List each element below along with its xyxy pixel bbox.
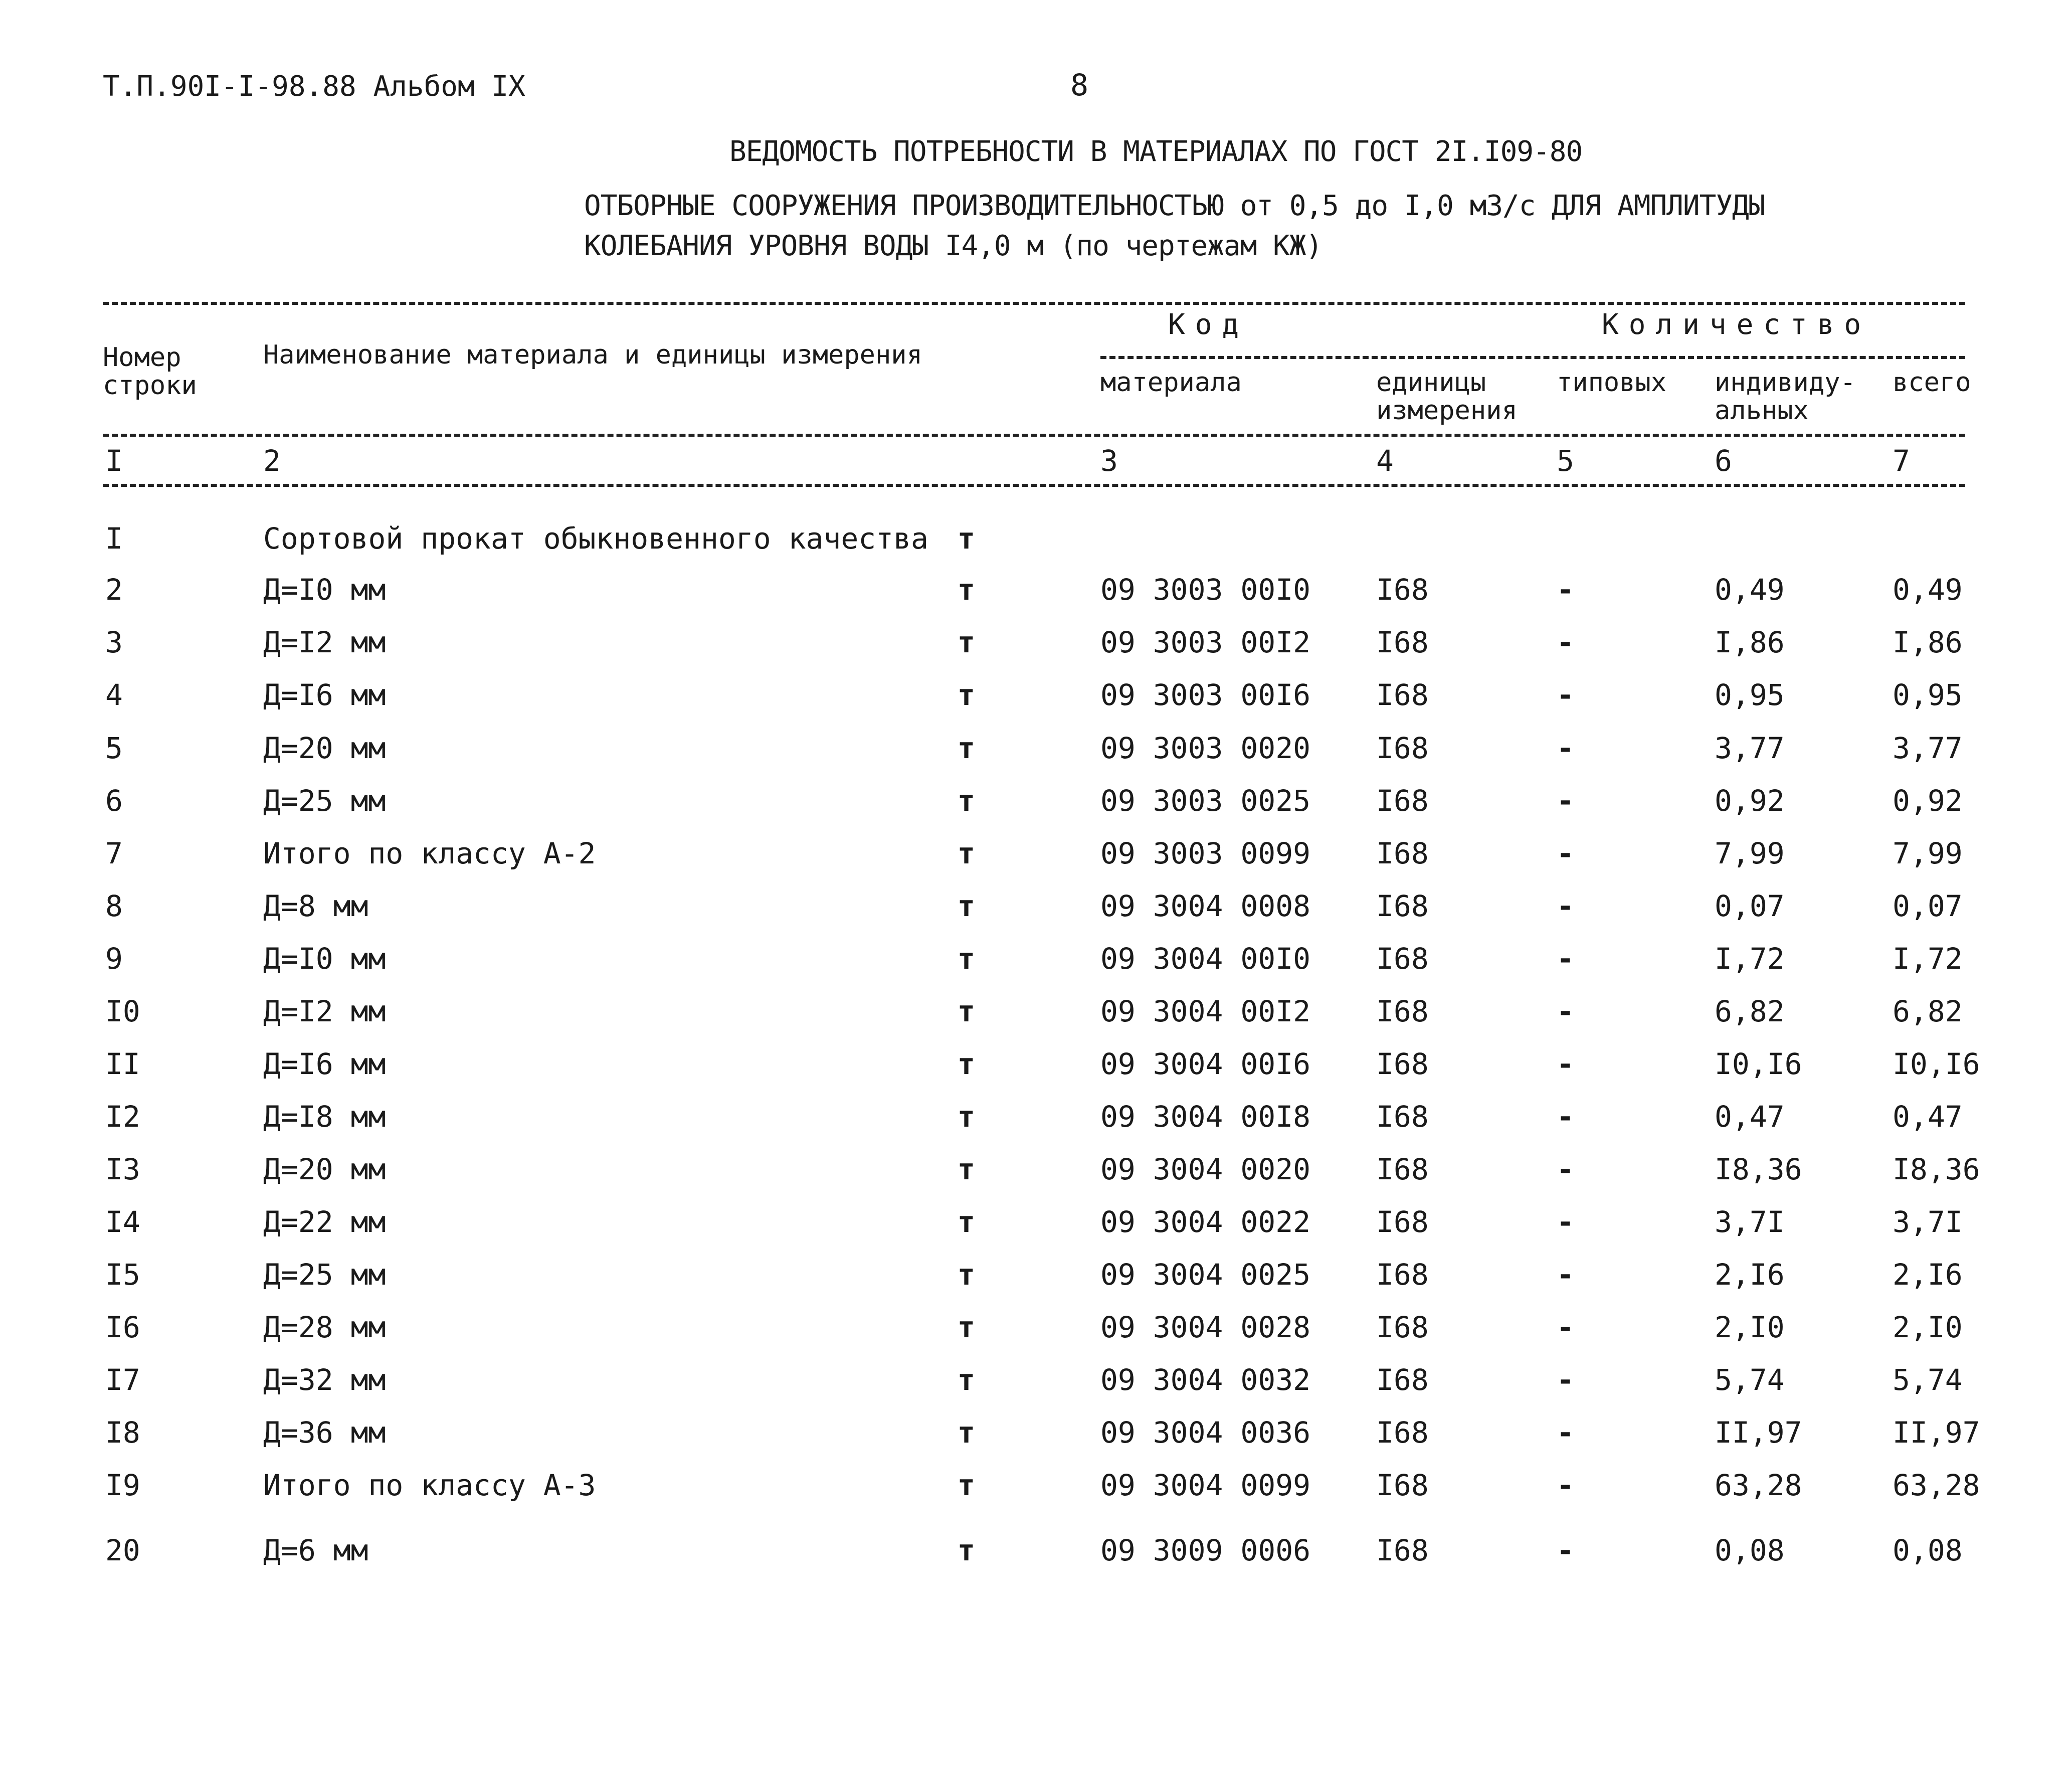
material-code: 09 3004 0025 [1100, 1258, 1311, 1292]
qty-total: 5,74 [1893, 1363, 1963, 1397]
row-number: I4 [105, 1205, 140, 1239]
material-code: 09 3003 0099 [1100, 836, 1311, 870]
header-code-unit [1376, 369, 1518, 425]
header-qty-typical: типовых [1557, 368, 1667, 398]
material-name: Д=22 мм [263, 1205, 386, 1239]
header-bottom-rule [103, 434, 1965, 437]
material-code: 09 3004 00I0 [1100, 942, 1311, 976]
table-row [0, 573, 2072, 623]
document-subtitle-line2: КОЛЕБАНИЯ УРОВНЯ ВОДЫ I4,0 м (по чертежам КЖ) [584, 230, 1323, 262]
group-header-rule [1100, 356, 1965, 359]
qty-individual: 0,49 [1715, 573, 1785, 607]
qty-total: 0,95 [1893, 678, 1963, 712]
material-code: 09 3003 0020 [1100, 731, 1311, 765]
material-name: Д=8 мм [263, 889, 368, 923]
qty-typical: - [1557, 573, 1574, 607]
qty-total: II,97 [1893, 1415, 1980, 1450]
table-row [0, 1152, 2072, 1202]
material-name: Д=I6 мм [263, 678, 386, 712]
qty-total: 6,82 [1893, 994, 1963, 1028]
material-code: 09 3004 00I8 [1100, 1100, 1311, 1134]
table-row [0, 521, 2072, 572]
row-number: 20 [105, 1533, 140, 1567]
qty-individual: II,97 [1715, 1415, 1802, 1450]
material-name: Д=I2 мм [263, 994, 386, 1028]
material-code: 09 3004 00I6 [1100, 1047, 1311, 1081]
qty-total: 0,47 [1893, 1100, 1963, 1134]
unit: т [958, 1205, 975, 1239]
material-name: Д=28 мм [263, 1310, 386, 1344]
qty-typical: - [1557, 625, 1574, 659]
unit-code: I68 [1376, 678, 1429, 712]
column-number-4: 4 [1376, 444, 1394, 478]
material-name: Д=36 мм [263, 1415, 386, 1450]
qty-typical: - [1557, 889, 1574, 923]
row-number: 6 [105, 784, 123, 818]
unit-code: I68 [1376, 1047, 1429, 1081]
row-number: I [105, 521, 123, 556]
unit-code: I68 [1376, 1363, 1429, 1397]
material-name: Итого по классу А-3 [263, 1468, 596, 1502]
unit: т [958, 731, 975, 765]
header-code-unit-line2: измерения [1376, 396, 1518, 426]
qty-total: I0,I6 [1893, 1047, 1980, 1081]
qty-individual: 3,77 [1715, 731, 1785, 765]
table-row [0, 1258, 2072, 1308]
qty-typical: - [1557, 836, 1574, 870]
row-number: I9 [105, 1468, 140, 1502]
qty-individual: 0,08 [1715, 1533, 1785, 1567]
material-code: 09 3003 00I2 [1100, 625, 1311, 659]
document-title: ВЕДОМОСТЬ ПОТРЕБНОСТИ В МАТЕРИАЛАХ ПО ГОСТ 2I.I09-80 [729, 135, 1583, 168]
qty-total: 0,92 [1893, 784, 1963, 818]
qty-individual: 7,99 [1715, 836, 1785, 870]
unit: т [958, 1258, 975, 1292]
qty-typical: - [1557, 731, 1574, 765]
unit: т [958, 625, 975, 659]
material-name: Итого по классу А-2 [263, 836, 596, 870]
qty-typical: - [1557, 1205, 1574, 1239]
table-row [0, 889, 2072, 939]
qty-individual: 0,07 [1715, 889, 1785, 923]
row-number: 4 [105, 678, 123, 712]
qty-typical: - [1557, 1533, 1574, 1567]
qty-individual: 5,74 [1715, 1363, 1785, 1397]
material-name: Сортовой прокат обыкновенного качества [263, 521, 928, 556]
row-number: I0 [105, 994, 140, 1028]
qty-individual: 0,47 [1715, 1100, 1785, 1134]
header-code-unit-line1: единицы [1376, 368, 1486, 398]
material-code: 09 3003 0025 [1100, 784, 1311, 818]
unit: т [958, 573, 975, 607]
material-code: 09 3004 0032 [1100, 1363, 1311, 1397]
header-qty-individual [1715, 369, 1856, 425]
document-reference: Т.П.90I-I-98.88 Альбом IX [103, 70, 525, 103]
table-row [0, 1100, 2072, 1150]
row-number: I3 [105, 1152, 140, 1186]
unit: т [958, 836, 975, 870]
row-number: 5 [105, 731, 123, 765]
unit-code: I68 [1376, 836, 1429, 870]
qty-individual: I,86 [1715, 625, 1785, 659]
qty-individual: I,72 [1715, 942, 1785, 976]
unit: т [958, 521, 975, 556]
row-number: I2 [105, 1100, 140, 1134]
header-code-material: материала [1100, 368, 1242, 398]
qty-individual: 0,95 [1715, 678, 1785, 712]
qty-total: 7,99 [1893, 836, 1963, 870]
column-number-1: I [105, 444, 123, 478]
unit-code: I68 [1376, 573, 1429, 607]
column-number-6: 6 [1715, 444, 1732, 478]
header-qty-total: всего [1893, 368, 1971, 398]
material-code: 09 3004 0036 [1100, 1415, 1311, 1450]
qty-typical: - [1557, 942, 1574, 976]
qty-individual: 2,I6 [1715, 1258, 1785, 1292]
qty-individual: 63,28 [1715, 1468, 1802, 1502]
qty-typical: - [1557, 678, 1574, 712]
qty-total: 2,I0 [1893, 1310, 1963, 1344]
qty-typical: - [1557, 1152, 1574, 1186]
qty-total: 63,28 [1893, 1468, 1980, 1502]
header-row-number-line1: Номер [103, 342, 181, 373]
unit: т [958, 1310, 975, 1344]
column-numbers-rule [103, 484, 1965, 487]
qty-individual: I8,36 [1715, 1152, 1802, 1186]
qty-typical: - [1557, 1310, 1574, 1344]
unit-code: I68 [1376, 784, 1429, 818]
header-qty-individual-line1: индивиду- [1715, 368, 1856, 398]
unit-code: I68 [1376, 942, 1429, 976]
material-code: 09 3004 00I2 [1100, 994, 1311, 1028]
qty-individual: 3,7I [1715, 1205, 1785, 1239]
header-quantity-group: Количество [1602, 308, 1871, 341]
qty-total: 3,77 [1893, 731, 1963, 765]
material-code: 09 3009 0006 [1100, 1533, 1311, 1567]
qty-individual: I0,I6 [1715, 1047, 1802, 1081]
qty-individual: 0,92 [1715, 784, 1785, 818]
unit-code: I68 [1376, 889, 1429, 923]
material-code: 09 3004 0099 [1100, 1468, 1311, 1502]
material-code: 09 3004 0020 [1100, 1152, 1311, 1186]
unit-code: I68 [1376, 994, 1429, 1028]
row-number: 9 [105, 942, 123, 976]
unit-code: I68 [1376, 1152, 1429, 1186]
material-code: 09 3003 00I0 [1100, 573, 1311, 607]
material-name: Д=I0 мм [263, 942, 386, 976]
unit-code: I68 [1376, 1310, 1429, 1344]
unit: т [958, 784, 975, 818]
table-row [0, 836, 2072, 886]
row-number: I5 [105, 1258, 140, 1292]
unit-code: I68 [1376, 1415, 1429, 1450]
header-material-name: Наименование материала и единицы измерения [263, 340, 922, 370]
qty-total: 3,7I [1893, 1205, 1963, 1239]
material-name: Д=20 мм [263, 731, 386, 765]
material-code: 09 3004 0022 [1100, 1205, 1311, 1239]
unit: т [958, 1468, 975, 1502]
document-subtitle-line1: ОТБОРНЫЕ СООРУЖЕНИЯ ПРОИЗВОДИТЕЛЬНОСТЬЮ от 0,5 до I,0 м3/с ДЛЯ АМПЛИТУДЫ [584, 190, 1765, 222]
table-top-rule [103, 302, 1965, 305]
qty-individual: 2,I0 [1715, 1310, 1785, 1344]
table-row [0, 1363, 2072, 1413]
material-name: Д=32 мм [263, 1363, 386, 1397]
qty-typical: - [1557, 1468, 1574, 1502]
qty-typical: - [1557, 784, 1574, 818]
material-name: Д=I2 мм [263, 625, 386, 659]
material-name: Д=I6 мм [263, 1047, 386, 1081]
material-code: 09 3004 0028 [1100, 1310, 1311, 1344]
material-name: Д=6 мм [263, 1533, 368, 1567]
unit: т [958, 1047, 975, 1081]
material-name: Д=20 мм [263, 1152, 386, 1186]
unit-code: I68 [1376, 1100, 1429, 1134]
table-row [0, 994, 2072, 1044]
unit-code: I68 [1376, 731, 1429, 765]
qty-typical: - [1557, 1363, 1574, 1397]
header-row-number [103, 343, 197, 400]
qty-total: I,86 [1893, 625, 1963, 659]
material-code: 09 3004 0008 [1100, 889, 1311, 923]
row-number: 2 [105, 573, 123, 607]
table-row [0, 1415, 2072, 1466]
qty-typical: - [1557, 1258, 1574, 1292]
row-number: II [105, 1047, 140, 1081]
qty-typical: - [1557, 994, 1574, 1028]
qty-total: 0,49 [1893, 573, 1963, 607]
qty-total: 0,07 [1893, 889, 1963, 923]
table-row [0, 731, 2072, 781]
unit: т [958, 994, 975, 1028]
column-number-5: 5 [1557, 444, 1574, 478]
table-row [0, 1310, 2072, 1360]
column-number-2: 2 [263, 444, 281, 478]
unit-code: I68 [1376, 1533, 1429, 1567]
page-number: 8 [1070, 68, 1089, 103]
row-number: I6 [105, 1310, 140, 1344]
header-qty-individual-line2: альных [1715, 396, 1809, 426]
row-number: 7 [105, 836, 123, 870]
unit-code: I68 [1376, 1205, 1429, 1239]
unit: т [958, 942, 975, 976]
row-number: 8 [105, 889, 123, 923]
unit-code: I68 [1376, 1258, 1429, 1292]
unit-code: I68 [1376, 625, 1429, 659]
table-row [0, 625, 2072, 675]
unit: т [958, 1415, 975, 1450]
unit-code: I68 [1376, 1468, 1429, 1502]
row-number: I8 [105, 1415, 140, 1450]
qty-total: 2,I6 [1893, 1258, 1963, 1292]
unit: т [958, 1533, 975, 1567]
qty-typical: - [1557, 1415, 1574, 1450]
material-code: 09 3003 00I6 [1100, 678, 1311, 712]
table-row [0, 784, 2072, 834]
unit: т [958, 1363, 975, 1397]
table-row [0, 1205, 2072, 1255]
header-row-number-line2: строки [103, 371, 197, 401]
qty-typical: - [1557, 1100, 1574, 1134]
qty-total: 0,08 [1893, 1533, 1963, 1567]
qty-typical: - [1557, 1047, 1574, 1081]
table-row [0, 942, 2072, 992]
unit: т [958, 1152, 975, 1186]
material-name: Д=I8 мм [263, 1100, 386, 1134]
qty-total: I8,36 [1893, 1152, 1980, 1186]
column-number-3: 3 [1100, 444, 1118, 478]
unit: т [958, 889, 975, 923]
row-number: I7 [105, 1363, 140, 1397]
qty-individual: 6,82 [1715, 994, 1785, 1028]
table-row [0, 678, 2072, 728]
header-code-group: Код [1168, 308, 1249, 341]
table-row [0, 1047, 2072, 1097]
table-row [0, 1533, 2072, 1583]
column-number-7: 7 [1893, 444, 1910, 478]
qty-total: I,72 [1893, 942, 1963, 976]
table-row [0, 1468, 2072, 1518]
material-name: Д=25 мм [263, 1258, 386, 1292]
material-name: Д=25 мм [263, 784, 386, 818]
material-name: Д=I0 мм [263, 573, 386, 607]
unit: т [958, 1100, 975, 1134]
unit: т [958, 678, 975, 712]
row-number: 3 [105, 625, 123, 659]
